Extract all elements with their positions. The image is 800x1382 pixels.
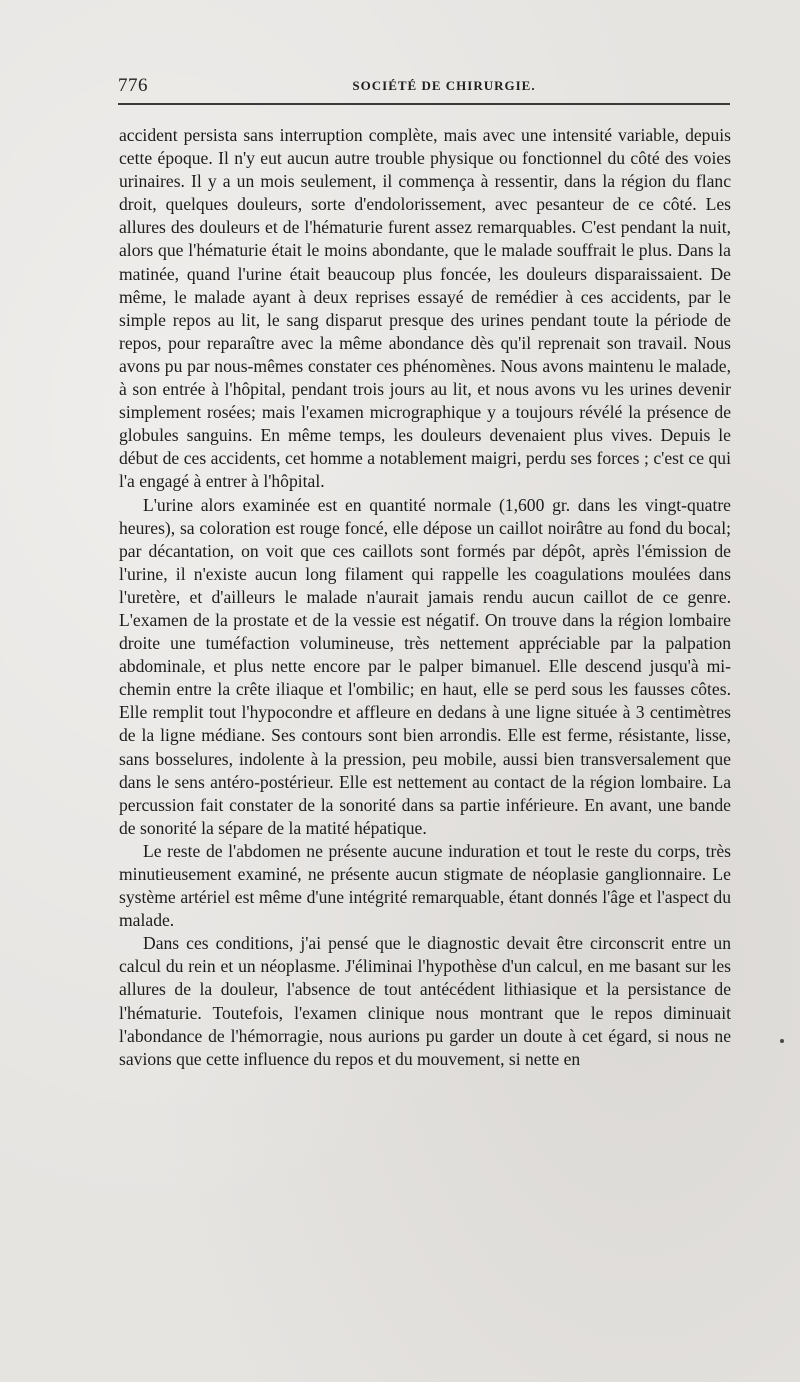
page-number: 776 xyxy=(118,75,148,96)
body-text xyxy=(119,124,731,1071)
running-title: SOCIÉTÉ DE CHIRURGIE. xyxy=(352,78,536,93)
page-header xyxy=(118,73,730,103)
margin-speck xyxy=(780,1039,784,1043)
paragraph-2: L'urine alors examinée est en quantité normale (1,600 gr. dans les vingt-quatre heures), sa coloration est rouge foncé, elle dépose un caillot noirâtre au fond du bocal; par décantation, on voit que ces caillots sont formés par dépôt, après l'émission de l'urine, il n'existe aucun long filament qui rappelle les coagulations moulées dans l'uretère, et d'ailleurs le malade n'aurait jamais rendu aucun caillot de ce genre. L'examen de la prostate et de la vessie est négatif. On trouve dans la région lombaire droite une tuméfaction volumineuse, très nettement appréciable par la palpation abdominale, et plus nette encore par le palper bimanuel. Elle descend jusqu'à mi-chemin entre la crête iliaque et l'ombilic; en haut, elle se perd sous les fausses côtes. Elle remplit tout l'hypocondre et affleure en dedans à une ligne située à 3 centimètres de la ligne médiane. Ses contours sont bien arrondis. Elle est ferme, résistante, lisse, sans bosselures, indolente à la pression, peu mobile, aussi bien transversalement que dans le sens antéro-postérieur. Elle est nettement au contact de la région lombaire. La percussion fait constater de la sonorité dans sa partie inférieure. En avant, une bande de sonorité la sépare de la matité hépatique. xyxy=(119,494,731,838)
header-rule xyxy=(118,103,730,105)
paragraph-4: Dans ces conditions, j'ai pensé que le diagnostic devait être circonscrit entre un calcul du rein et un néoplasme. J'éliminai l'hypothèse d'un calcul, en me basant sur les allures de la douleur, l'absence de tout antécédent lithiasique et la persistance de l'hématurie. Toutefois, l'examen clinique nous montrant que le repos diminuait l'abondance de l'hémorragie, nous aurions pu garder un doute à cet égard, si nous ne savions que cette influence du repos et du mouvement, si nette en xyxy=(119,933,731,1069)
paragraph-3: Le reste de l'abdomen ne présente aucune induration et tout le reste du corps, très minutieusement examiné, ne présente aucun stigmate de néoplasie ganglionnaire. Le système artériel est même d'une intégrité remarquable, étant donnés l'âge et l'aspect du malade. xyxy=(119,840,731,931)
paragraph-1: accident persista sans interruption complète, mais avec une intensité variable, depuis cette époque. Il n'y eut aucun autre trouble physique ou fonctionnel du côté des voies urinaires. Il y a un mois seulement, il commença à ressentir, dans la région du flanc droit, quelques douleurs, sorte d'endolorissement, avec pesanteur de ce côté. Les allures des douleurs et de l'hématurie furent assez remarquables. C'est pendant la nuit, alors que l'hématurie était le moins abondante, que le malade souffrait le plus. Dans la matinée, quand l'urine était beaucoup plus foncée, les douleurs disparaissaient. De même, le malade ayant à deux reprises essayé de remédier à ces accidents, par le simple repos au lit, le sang disparut presque des urines pendant toute la période de repos, pour reparaître avec la même abondance dès qu'il reprenait son travail. Nous avons pu par nous-mêmes constater ces phénomènes. Nous avons maintenu le malade, à son entrée à l'hôpital, pendant trois jours au lit, et nous avons vu les urines devenir simplement rosées; mais l'examen micrographique y a toujours révélé la présence de globules sanguins. En même temps, les douleurs devenaient plus vives. Depuis le début de ces accidents, cet homme a notablement maigri, perdu ses forces ; c'est ce qui l'a engagé à entrer à l'hôpital. xyxy=(119,125,731,492)
